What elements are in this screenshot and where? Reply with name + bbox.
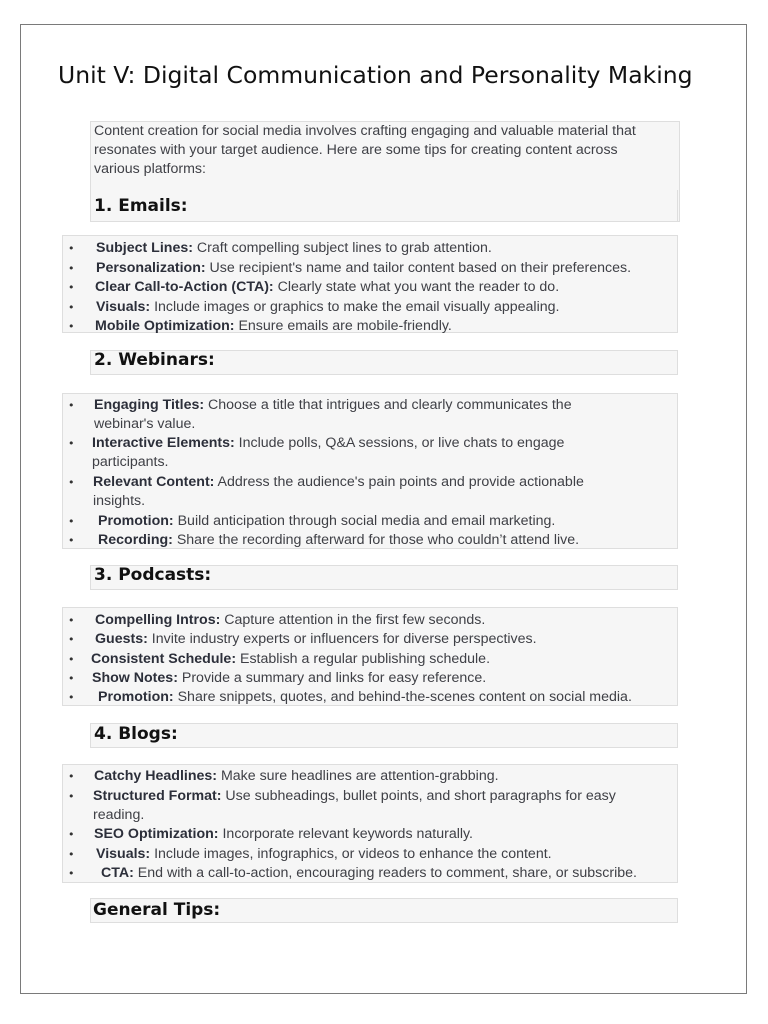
item-text: Make sure headlines are attention-grabbing. bbox=[217, 768, 499, 784]
item-text: Include polls, Q&A sessions, or live chats to engage participants. bbox=[92, 435, 565, 470]
podcasts-item-intros bbox=[95, 611, 485, 630]
item-text: Provide a summary and links for easy reference. bbox=[177, 670, 487, 686]
bullet-icon: • bbox=[68, 281, 75, 294]
item-text: Share snippets, quotes, and behind-the-scenes content on social media. bbox=[173, 689, 632, 705]
webinars-item-relevant bbox=[93, 473, 633, 511]
item-text: Clearly state what you want the reader to do. bbox=[273, 279, 560, 295]
emails-item-personalization bbox=[96, 259, 631, 278]
item-text: Incorporate relevant keywords naturally. bbox=[218, 826, 473, 842]
blogs-item-structured bbox=[93, 787, 653, 825]
page-title: Unit V: Digital Communication and Personality Making bbox=[58, 61, 693, 89]
podcasts-item-schedule bbox=[91, 650, 490, 669]
webinars-item-titles bbox=[94, 396, 634, 434]
item-term: Consistent Schedule: bbox=[91, 651, 237, 667]
item-text: Include images, infographics, or videos to enhance the content. bbox=[150, 846, 552, 862]
bullet-icon: • bbox=[68, 301, 75, 314]
item-term: Interactive Elements: bbox=[92, 435, 235, 451]
item-text: Choose a title that intrigues and clearly communicates the webinar's value. bbox=[94, 397, 572, 432]
item-term: Mobile Optimization: bbox=[95, 318, 235, 334]
item-term: Show Notes: bbox=[92, 670, 178, 686]
bullet-icon: • bbox=[68, 828, 75, 841]
item-text: Build anticipation through social media and email marketing. bbox=[173, 513, 556, 529]
bullet-icon: • bbox=[68, 672, 75, 685]
intro-paragraph: Content creation for social media involves crafting engaging and valuable material that resonates with your target audience. Here are some tips for creating content across various platforms: bbox=[94, 123, 636, 177]
podcasts-item-guests bbox=[95, 630, 537, 649]
bullet-icon: • bbox=[68, 534, 75, 547]
emails-item-subject-lines bbox=[96, 239, 492, 258]
item-text: Invite industry experts or influencers for diverse perspectives. bbox=[147, 631, 537, 647]
blogs-item-headlines bbox=[94, 767, 499, 786]
bullet-icon: • bbox=[68, 867, 75, 880]
webinars-item-recording bbox=[98, 531, 579, 550]
item-term: CTA: bbox=[101, 865, 134, 881]
item-term: SEO Optimization: bbox=[94, 826, 219, 842]
podcasts-item-show-notes bbox=[92, 669, 486, 688]
webinars-item-promotion bbox=[98, 512, 555, 531]
bullet-icon: • bbox=[68, 653, 75, 666]
item-term: Relevant Content: bbox=[93, 474, 215, 490]
item-text: Include images or graphics to make the email visually appealing. bbox=[150, 299, 560, 315]
item-term: Clear Call-to-Action (CTA): bbox=[95, 279, 274, 295]
emails-item-mobile bbox=[95, 317, 452, 336]
bullet-icon: • bbox=[68, 691, 75, 704]
emails-item-visuals bbox=[96, 298, 559, 317]
webinars-heading: 2. Webinars: bbox=[94, 350, 215, 370]
item-text: Craft compelling subject lines to grab attention. bbox=[192, 240, 492, 256]
bullet-icon: • bbox=[68, 320, 75, 333]
bullet-icon: • bbox=[68, 242, 75, 255]
bullet-icon: • bbox=[68, 476, 75, 489]
item-term: Promotion: bbox=[98, 689, 174, 705]
bullet-icon: • bbox=[68, 770, 75, 783]
blogs-heading: 4. Blogs: bbox=[94, 724, 178, 744]
item-term: Visuals: bbox=[96, 299, 151, 315]
item-text: Use recipient's name and tailor content based on their preferences. bbox=[205, 260, 632, 276]
item-text: Establish a regular publishing schedule. bbox=[236, 651, 491, 667]
bullet-icon: • bbox=[68, 437, 75, 450]
item-term: Visuals: bbox=[96, 846, 151, 862]
blogs-item-cta bbox=[101, 864, 637, 883]
item-term: Compelling Intros: bbox=[95, 612, 221, 628]
bullet-icon: • bbox=[68, 848, 75, 861]
item-text: Use subheadings, bullet points, and short paragraphs for easy reading. bbox=[93, 788, 616, 823]
item-text: Address the audience's pain points and provide actionable insights. bbox=[93, 474, 584, 509]
bullet-icon: • bbox=[68, 790, 75, 803]
blogs-item-seo bbox=[94, 825, 473, 844]
emails-item-cta bbox=[95, 278, 559, 297]
webinars-item-interactive bbox=[92, 434, 632, 472]
bullet-icon: • bbox=[68, 515, 75, 528]
bullet-icon: • bbox=[68, 633, 75, 646]
general-tips-heading: General Tips: bbox=[93, 900, 221, 920]
podcasts-heading: 3. Podcasts: bbox=[94, 565, 212, 585]
item-term: Engaging Titles: bbox=[94, 397, 205, 413]
item-text: End with a call-to-action, encouraging readers to comment, share, or subscribe. bbox=[133, 865, 637, 881]
item-term: Promotion: bbox=[98, 513, 174, 529]
item-term: Catchy Headlines: bbox=[94, 768, 217, 784]
bullet-icon: • bbox=[68, 614, 75, 627]
blogs-heading-box bbox=[90, 723, 678, 748]
blogs-item-visuals bbox=[96, 845, 552, 864]
item-term: Structured Format: bbox=[93, 788, 222, 804]
item-text: Share the recording afterward for those who couldn’t attend live. bbox=[172, 532, 580, 548]
item-term: Recording: bbox=[98, 532, 173, 548]
item-term: Personalization: bbox=[96, 260, 206, 276]
podcasts-item-promotion bbox=[98, 688, 632, 707]
item-term: Guests: bbox=[95, 631, 148, 647]
item-text: Ensure emails are mobile-friendly. bbox=[234, 318, 452, 334]
bullet-icon: • bbox=[68, 399, 75, 412]
emails-heading: 1. Emails: bbox=[94, 196, 188, 216]
bullet-icon: • bbox=[68, 262, 75, 275]
item-text: Capture attention in the first few seconds. bbox=[220, 612, 486, 628]
item-term: Subject Lines: bbox=[96, 240, 193, 256]
